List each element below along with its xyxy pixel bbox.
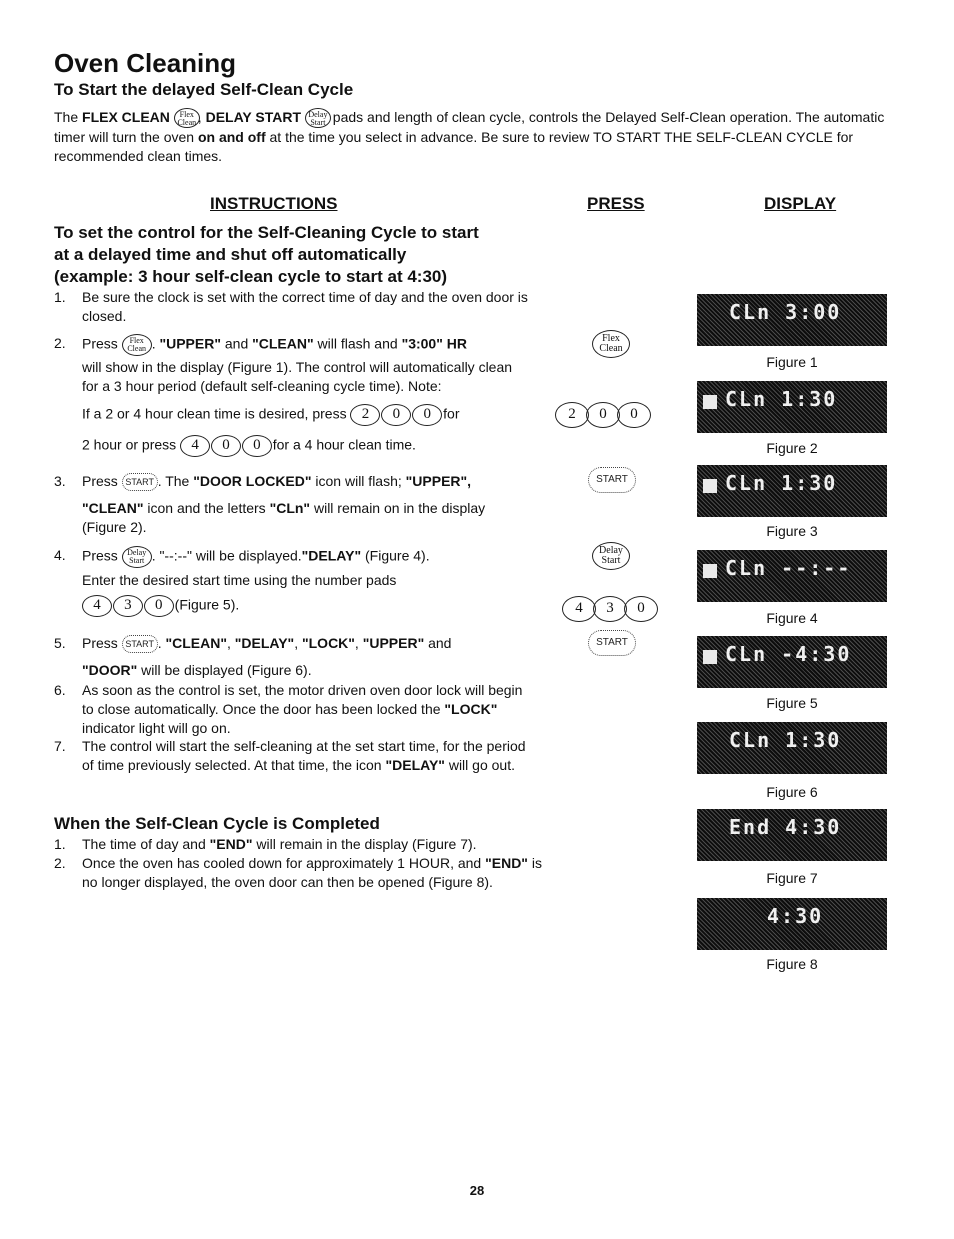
pad-0-icon: 0 bbox=[624, 596, 658, 622]
start-pad-icon: START bbox=[588, 467, 636, 493]
intro-text: at the time you select in advance. Be sure to review TO START THE SELF-CLEAN CYCLE for recommended clean times. bbox=[54, 129, 854, 165]
completed-2-text: Once the oven has cooled down for approximately 1 HOUR, and "END" is no longer displayed, the oven door can then be opened (Figure 8). bbox=[82, 855, 542, 890]
step-number: 2. bbox=[54, 335, 66, 351]
oven-display-figure-3: CLn 1:30 bbox=[697, 465, 887, 517]
instructions-column-header: INSTRUCTIONS bbox=[210, 194, 338, 213]
intro-text: The bbox=[54, 109, 83, 125]
step-3-text: "CLEAN" icon and the letters "CLn" will remain on in the display (Figure 2). bbox=[82, 500, 486, 535]
display-column-header: DISPLAY bbox=[764, 194, 837, 213]
pad-4-icon: 4 bbox=[180, 435, 210, 457]
step-number: 6. bbox=[54, 682, 66, 698]
step-2-line1: Press Flex Clean . "UPPER" and "CLEAN" will flash and "3:00" HR bbox=[82, 334, 532, 356]
oven-display-figure-6: CLn 1:30 bbox=[697, 722, 887, 774]
step-number: 3. bbox=[54, 473, 66, 489]
oven-display-figure-2: CLn 1:30 bbox=[697, 381, 887, 433]
step-4-line1: Press Delay Start . "--:--" will be displayed."DELAY" (Figure 4). bbox=[82, 546, 532, 568]
step-2-two-hour-line: If a 2 or 4 hour clean time is desired, press 2 0 0 for bbox=[82, 404, 532, 426]
flex-clean-label: FLEX CLEAN bbox=[82, 109, 170, 125]
oven-display-figure-5: CLn -4:30 bbox=[697, 636, 887, 688]
intro-paragraph bbox=[54, 108, 914, 166]
figure-caption: Figure 7 bbox=[766, 870, 818, 886]
step-4-enter: Enter the desired start time using the number pads bbox=[82, 572, 397, 588]
delay-start-pad-icon: Delay Start bbox=[592, 542, 630, 570]
oven-display-figure-1: CLn 3:00 bbox=[697, 294, 887, 346]
oven-display-figure-7: End 4:30 bbox=[697, 809, 887, 861]
step-number: 2. bbox=[54, 855, 66, 871]
step-4-pads: 4 3 0 (Figure 5). bbox=[82, 595, 532, 617]
step-number: 5. bbox=[54, 635, 66, 651]
start-pad-icon: START bbox=[122, 635, 158, 653]
start-pad-icon: START bbox=[122, 473, 158, 491]
delay-start-pad-icon: Delay Start bbox=[305, 108, 331, 128]
section-subtitle: To Start the delayed Self-Clean Cycle bbox=[54, 80, 354, 99]
press-column-header: PRESS bbox=[587, 194, 645, 213]
pad-0-icon: 0 bbox=[412, 404, 442, 426]
pad-0-icon: 0 bbox=[586, 402, 620, 428]
figure-caption: Figure 1 bbox=[766, 354, 818, 370]
step-7-text: The control will start the self-cleaning at the set start time, for the period of time previously selected. At that time, the icon "DELAY" will go out. bbox=[82, 738, 526, 773]
pad-4-icon: 4 bbox=[82, 595, 112, 617]
flex-clean-pad-icon: Flex Clean bbox=[592, 330, 630, 358]
delay-start-pad-icon: Delay Start bbox=[122, 546, 152, 568]
step-2-text: will show in the display (Figure 1). The control will automatically clean for a 3 hour period (default self-cleaning cycle time). Note: bbox=[82, 359, 513, 394]
oven-display-figure-4: CLn --:-- bbox=[697, 550, 887, 602]
pad-0-icon: 0 bbox=[381, 404, 411, 426]
pad-3-icon: 3 bbox=[113, 595, 143, 617]
press-pads-430 bbox=[562, 596, 655, 622]
figure-caption: Figure 5 bbox=[766, 695, 818, 711]
figure-caption: Figure 6 bbox=[766, 784, 818, 800]
pad-4-icon: 4 bbox=[562, 596, 596, 622]
figure-caption: Figure 4 bbox=[766, 610, 818, 626]
step-number: 1. bbox=[54, 289, 66, 305]
intro-text: pads and length of clean cycle, controls the Delayed Self-Clean operation. The automatic timer will turn the oven bbox=[54, 109, 885, 146]
delay-start-label: DELAY START bbox=[205, 109, 302, 125]
step-number: 4. bbox=[54, 547, 66, 563]
pad-0-icon: 0 bbox=[617, 402, 651, 428]
on-and-off-label: on and off bbox=[197, 129, 266, 146]
step-number: 1. bbox=[54, 836, 66, 852]
pad-0-icon: 0 bbox=[242, 435, 272, 457]
start-pad-icon: START bbox=[588, 630, 636, 656]
flex-clean-pad-icon: Flex Clean bbox=[122, 334, 152, 356]
step-5-line1: Press START . "CLEAN", "DELAY", "LOCK", "UPPER" and bbox=[82, 634, 532, 653]
step-2-four-hour-line: 2 hour or press 4 0 0 for a 4 hour clean time. bbox=[82, 435, 532, 457]
step-1-text: Be sure the clock is set with the correct time of day and the oven door is closed. bbox=[82, 289, 528, 324]
completed-heading: When the Self-Clean Cycle is Completed bbox=[54, 814, 380, 833]
pad-0-icon: 0 bbox=[144, 595, 174, 617]
pad-0-icon: 0 bbox=[211, 435, 241, 457]
flex-clean-pad-icon: Flex Clean bbox=[174, 108, 200, 128]
set-control-heading: To set the control for the Self-Cleaning Cycle to start at a delayed time and shut off automatically (example: 3 hour self-clean cycle to start at 4:30) bbox=[54, 223, 479, 286]
step-5-text: "DOOR" will be displayed (Figure 6). bbox=[82, 662, 312, 678]
oven-display-figure-8: 4:30 bbox=[697, 898, 887, 950]
figure-caption: Figure 8 bbox=[766, 956, 818, 972]
pad-3-icon: 3 bbox=[593, 596, 627, 622]
pad-2-icon: 2 bbox=[555, 402, 589, 428]
completed-1-text: The time of day and "END" will remain in the display (Figure 7). bbox=[82, 836, 477, 852]
step-3-line1: Press START . The "DOOR LOCKED" icon will flash; "UPPER", bbox=[82, 472, 532, 491]
intro-text: , bbox=[197, 109, 206, 125]
press-pads-200 bbox=[555, 402, 648, 428]
figure-caption: Figure 3 bbox=[766, 523, 818, 539]
page-number: 28 bbox=[469, 1183, 485, 1198]
page-title: Oven Cleaning bbox=[54, 48, 237, 78]
step-number: 7. bbox=[54, 738, 66, 754]
pad-2-icon: 2 bbox=[350, 404, 380, 426]
step-6-text: As soon as the control is set, the motor driven oven door lock will begin to close automatically. Once the door has been locked the "LOCK" indicator light will go on. bbox=[82, 682, 523, 736]
figure-caption: Figure 2 bbox=[766, 440, 818, 456]
